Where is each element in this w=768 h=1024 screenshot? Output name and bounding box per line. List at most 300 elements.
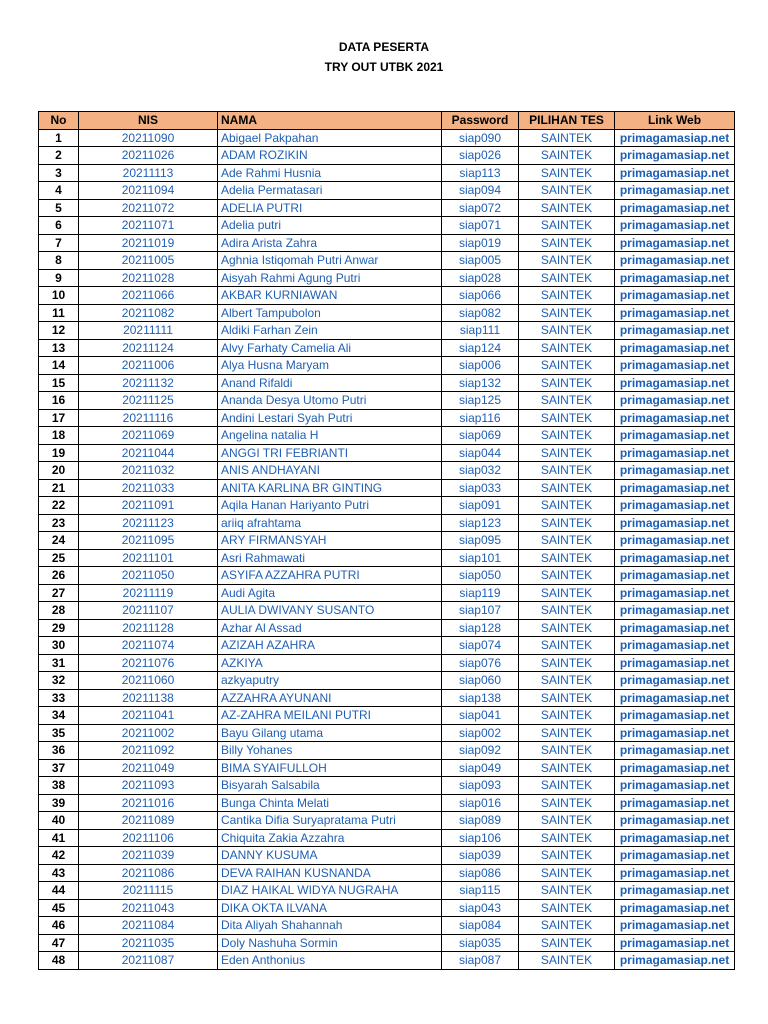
cell-nis: 20211084: [79, 917, 218, 935]
cell-pilihan-tes: SAINTEK: [519, 514, 615, 532]
cell-no: 29: [39, 619, 79, 637]
cell-link-web[interactable]: primagamasiap.net: [615, 339, 735, 357]
table-row: [39, 567, 735, 585]
cell-password: siap069: [442, 427, 519, 445]
cell-link-web[interactable]: primagamasiap.net: [615, 812, 735, 830]
cell-nama: Adelia Permatasari: [218, 182, 442, 200]
cell-nis: 20211087: [79, 952, 218, 970]
cell-nis: 20211002: [79, 724, 218, 742]
cell-pilihan-tes: SAINTEK: [519, 602, 615, 620]
cell-nama: Audi Agita: [218, 584, 442, 602]
cell-nama: Bisyarah Salsabila: [218, 777, 442, 795]
cell-nama: Alvy Farhaty Camelia Ali: [218, 339, 442, 357]
cell-nis: 20211074: [79, 637, 218, 655]
cell-no: 15: [39, 374, 79, 392]
cell-no: 16: [39, 392, 79, 410]
cell-link-web[interactable]: primagamasiap.net: [615, 759, 735, 777]
table-body: [39, 129, 735, 969]
cell-no: 37: [39, 759, 79, 777]
cell-no: 30: [39, 637, 79, 655]
cell-link-web[interactable]: primagamasiap.net: [615, 934, 735, 952]
cell-nama: Aldiki Farhan Zein: [218, 322, 442, 340]
cell-nama: ARY FIRMANSYAH: [218, 532, 442, 550]
cell-password: siap043: [442, 899, 519, 917]
cell-password: siap124: [442, 339, 519, 357]
cell-link-web[interactable]: primagamasiap.net: [615, 899, 735, 917]
cell-link-web[interactable]: primagamasiap.net: [615, 322, 735, 340]
cell-password: siap132: [442, 374, 519, 392]
cell-nama: Alya Husna Maryam: [218, 357, 442, 375]
cell-pilihan-tes: SAINTEK: [519, 479, 615, 497]
page-title: DATA PESERTA: [338, 40, 430, 54]
cell-link-web[interactable]: primagamasiap.net: [615, 217, 735, 235]
cell-pilihan-tes: SAINTEK: [519, 829, 615, 847]
cell-nis: 20211111: [79, 322, 218, 340]
cell-password: siap138: [442, 689, 519, 707]
cell-password: siap095: [442, 532, 519, 550]
cell-password: siap060: [442, 672, 519, 690]
cell-password: siap125: [442, 392, 519, 410]
cell-nis: 20211016: [79, 794, 218, 812]
cell-nama: Doly Nashuha Sormin: [218, 934, 442, 952]
cell-link-web[interactable]: primagamasiap.net: [615, 444, 735, 462]
cell-no: 33: [39, 689, 79, 707]
cell-no: 47: [39, 934, 79, 952]
cell-pilihan-tes: SAINTEK: [519, 759, 615, 777]
cell-pilihan-tes: SAINTEK: [519, 654, 615, 672]
cell-nis: 20211090: [79, 129, 218, 147]
cell-link-web[interactable]: primagamasiap.net: [615, 234, 735, 252]
cell-password: siap071: [442, 217, 519, 235]
cell-nama: DIKA OKTA ILVANA: [218, 899, 442, 917]
cell-no: 32: [39, 672, 79, 690]
cell-nama: Billy Yohanes: [218, 742, 442, 760]
cell-nis: 20211093: [79, 777, 218, 795]
cell-nis: 20211072: [79, 199, 218, 217]
cell-password: siap044: [442, 444, 519, 462]
cell-link-web[interactable]: primagamasiap.net: [615, 427, 735, 445]
cell-nis: 20211028: [79, 269, 218, 287]
cell-pilihan-tes: SAINTEK: [519, 777, 615, 795]
cell-nama: Ananda Desya Utomo Putri: [218, 392, 442, 410]
cell-no: 9: [39, 269, 79, 287]
cell-no: 44: [39, 882, 79, 900]
cell-nama: Cantika Difia Suryapratama Putri: [218, 812, 442, 830]
cell-nama: ADAM ROZIKIN: [218, 147, 442, 165]
cell-link-web[interactable]: primagamasiap.net: [615, 392, 735, 410]
cell-pilihan-tes: SAINTEK: [519, 357, 615, 375]
cell-pilihan-tes: SAINTEK: [519, 637, 615, 655]
cell-nis: 20211138: [79, 689, 218, 707]
cell-nis: 20211113: [79, 164, 218, 182]
cell-link-web[interactable]: primagamasiap.net: [615, 584, 735, 602]
table-row: [39, 339, 735, 357]
cell-no: 45: [39, 899, 79, 917]
table-row: [39, 444, 735, 462]
table-row: [39, 829, 735, 847]
cell-link-web[interactable]: primagamasiap.net: [615, 374, 735, 392]
cell-pilihan-tes: SAINTEK: [519, 584, 615, 602]
cell-no: 38: [39, 777, 79, 795]
cell-password: siap091: [442, 497, 519, 515]
cell-nama: Albert Tampubolon: [218, 304, 442, 322]
cell-link-web[interactable]: primagamasiap.net: [615, 147, 735, 165]
cell-password: siap107: [442, 602, 519, 620]
cell-password: siap019: [442, 234, 519, 252]
cell-nis: 20211044: [79, 444, 218, 462]
table-row: [39, 864, 735, 882]
cell-nama: Andini Lestari Syah Putri: [218, 409, 442, 427]
cell-nama: Azhar Al Assad: [218, 619, 442, 637]
cell-link-web[interactable]: primagamasiap.net: [615, 829, 735, 847]
cell-nama: Ade Rahmi Husnia: [218, 164, 442, 182]
cell-nama: Aghnia Istiqomah Putri Anwar: [218, 252, 442, 270]
cell-nama: DIAZ HAIKAL WIDYA NUGRAHA: [218, 882, 442, 900]
table-row: [39, 882, 735, 900]
cell-link-web[interactable]: primagamasiap.net: [615, 269, 735, 287]
cell-link-web[interactable]: primagamasiap.net: [615, 287, 735, 305]
cell-password: siap116: [442, 409, 519, 427]
table-row: [39, 934, 735, 952]
cell-link-web[interactable]: primagamasiap.net: [615, 357, 735, 375]
cell-password: siap050: [442, 567, 519, 585]
table-row: [39, 182, 735, 200]
cell-link-web[interactable]: primagamasiap.net: [615, 689, 735, 707]
cell-nis: 20211094: [79, 182, 218, 200]
cell-password: siap113: [442, 164, 519, 182]
table-row: [39, 759, 735, 777]
table-row: [39, 602, 735, 620]
cell-password: siap089: [442, 812, 519, 830]
cell-nama: ANGGI TRI FEBRIANTI: [218, 444, 442, 462]
cell-password: siap028: [442, 269, 519, 287]
cell-pilihan-tes: SAINTEK: [519, 847, 615, 865]
table-row: [39, 812, 735, 830]
cell-pilihan-tes: SAINTEK: [519, 269, 615, 287]
cell-link-web[interactable]: primagamasiap.net: [615, 549, 735, 567]
cell-link-web[interactable]: primagamasiap.net: [615, 252, 735, 270]
cell-pilihan-tes: SAINTEK: [519, 374, 615, 392]
cell-password: siap066: [442, 287, 519, 305]
table-row: [39, 147, 735, 165]
table-row: [39, 304, 735, 322]
cell-nis: 20211032: [79, 462, 218, 480]
cell-nama: Anand Rifaldi: [218, 374, 442, 392]
cell-pilihan-tes: SAINTEK: [519, 304, 615, 322]
cell-link-web[interactable]: primagamasiap.net: [615, 479, 735, 497]
page-subtitle: TRY OUT UTBK 2021: [324, 60, 444, 74]
cell-no: 6: [39, 217, 79, 235]
cell-nama: ASYIFA AZZAHRA PUTRI: [218, 567, 442, 585]
cell-password: siap128: [442, 619, 519, 637]
header-link-web: Link Web: [615, 112, 735, 130]
cell-pilihan-tes: SAINTEK: [519, 234, 615, 252]
cell-link-web[interactable]: primagamasiap.net: [615, 882, 735, 900]
cell-link-web[interactable]: primagamasiap.net: [615, 794, 735, 812]
cell-link-web[interactable]: primagamasiap.net: [615, 917, 735, 935]
cell-nis: 20211033: [79, 479, 218, 497]
cell-link-web[interactable]: primagamasiap.net: [615, 619, 735, 637]
cell-pilihan-tes: SAINTEK: [519, 549, 615, 567]
cell-link-web[interactable]: primagamasiap.net: [615, 199, 735, 217]
cell-pilihan-tes: SAINTEK: [519, 392, 615, 410]
cell-no: 7: [39, 234, 79, 252]
table-row: [39, 777, 735, 795]
cell-nis: 20211076: [79, 654, 218, 672]
cell-link-web[interactable]: primagamasiap.net: [615, 952, 735, 970]
cell-pilihan-tes: SAINTEK: [519, 409, 615, 427]
cell-link-web[interactable]: primagamasiap.net: [615, 129, 735, 147]
cell-pilihan-tes: SAINTEK: [519, 567, 615, 585]
cell-pilihan-tes: SAINTEK: [519, 864, 615, 882]
cell-password: siap087: [442, 952, 519, 970]
table-header-row: [39, 112, 735, 130]
cell-nis: 20211026: [79, 147, 218, 165]
cell-nama: Abigael Pakpahan: [218, 129, 442, 147]
cell-link-web[interactable]: primagamasiap.net: [615, 567, 735, 585]
table-row: [39, 514, 735, 532]
cell-no: 21: [39, 479, 79, 497]
cell-password: siap084: [442, 917, 519, 935]
cell-nis: 20211043: [79, 899, 218, 917]
table-row: [39, 287, 735, 305]
cell-pilihan-tes: SAINTEK: [519, 147, 615, 165]
table-row: [39, 847, 735, 865]
cell-no: 25: [39, 549, 79, 567]
cell-nis: 20211132: [79, 374, 218, 392]
cell-nama: DEVA RAIHAN KUSNANDA: [218, 864, 442, 882]
cell-no: 11: [39, 304, 79, 322]
cell-pilihan-tes: SAINTEK: [519, 724, 615, 742]
table-row: [39, 374, 735, 392]
cell-nama: azkyaputry: [218, 672, 442, 690]
cell-no: 1: [39, 129, 79, 147]
cell-password: siap093: [442, 777, 519, 795]
cell-nama: ANITA KARLINA BR GINTING: [218, 479, 442, 497]
cell-pilihan-tes: SAINTEK: [519, 882, 615, 900]
cell-nama: Dita Aliyah Shahannah: [218, 917, 442, 935]
table-row: [39, 322, 735, 340]
cell-nis: 20211124: [79, 339, 218, 357]
cell-nis: 20211119: [79, 584, 218, 602]
header-pilihan-tes: PILIHAN TES: [519, 112, 615, 130]
table-row: [39, 129, 735, 147]
cell-nis: 20211019: [79, 234, 218, 252]
cell-nis: 20211049: [79, 759, 218, 777]
cell-pilihan-tes: SAINTEK: [519, 199, 615, 217]
cell-pilihan-tes: SAINTEK: [519, 339, 615, 357]
cell-nama: ariiq afrahtama: [218, 514, 442, 532]
cell-password: siap101: [442, 549, 519, 567]
table-row: [39, 164, 735, 182]
cell-nama: Eden Anthonius: [218, 952, 442, 970]
cell-pilihan-tes: SAINTEK: [519, 182, 615, 200]
cell-password: siap090: [442, 129, 519, 147]
cell-no: 12: [39, 322, 79, 340]
cell-no: 14: [39, 357, 79, 375]
table-row: [39, 462, 735, 480]
cell-password: siap026: [442, 147, 519, 165]
cell-no: 17: [39, 409, 79, 427]
cell-pilihan-tes: SAINTEK: [519, 952, 615, 970]
cell-nis: 20211095: [79, 532, 218, 550]
cell-link-web[interactable]: primagamasiap.net: [615, 462, 735, 480]
cell-password: siap005: [442, 252, 519, 270]
cell-nis: 20211101: [79, 549, 218, 567]
cell-pilihan-tes: SAINTEK: [519, 129, 615, 147]
cell-link-web[interactable]: primagamasiap.net: [615, 847, 735, 865]
cell-password: siap082: [442, 304, 519, 322]
cell-link-web[interactable]: primagamasiap.net: [615, 602, 735, 620]
cell-no: 5: [39, 199, 79, 217]
cell-nama: Aqila Hanan Hariyanto Putri: [218, 497, 442, 515]
table-row: [39, 917, 735, 935]
cell-pilihan-tes: SAINTEK: [519, 742, 615, 760]
cell-no: 36: [39, 742, 79, 760]
cell-nama: AKBAR KURNIAWAN: [218, 287, 442, 305]
cell-nama: DANNY KUSUMA: [218, 847, 442, 865]
cell-nis: 20211041: [79, 707, 218, 725]
header-password: Password: [442, 112, 519, 130]
cell-no: 20: [39, 462, 79, 480]
table-row: [39, 672, 735, 690]
cell-nis: 20211128: [79, 619, 218, 637]
cell-link-web[interactable]: primagamasiap.net: [615, 304, 735, 322]
cell-no: 2: [39, 147, 79, 165]
cell-link-web[interactable]: primagamasiap.net: [615, 742, 735, 760]
table-row: [39, 637, 735, 655]
cell-password: siap041: [442, 707, 519, 725]
cell-nama: Asri Rahmawati: [218, 549, 442, 567]
table-row: [39, 742, 735, 760]
cell-link-web[interactable]: primagamasiap.net: [615, 532, 735, 550]
cell-nis: 20211086: [79, 864, 218, 882]
table-row: [39, 952, 735, 970]
cell-no: 22: [39, 497, 79, 515]
cell-pilihan-tes: SAINTEK: [519, 462, 615, 480]
cell-nama: AZZAHRA AYUNANI: [218, 689, 442, 707]
cell-nis: 20211071: [79, 217, 218, 235]
cell-nama: AZIZAH AZAHRA: [218, 637, 442, 655]
cell-password: siap035: [442, 934, 519, 952]
cell-nama: Adelia putri: [218, 217, 442, 235]
cell-nama: Aisyah Rahmi Agung Putri: [218, 269, 442, 287]
table-row: [39, 899, 735, 917]
cell-link-web[interactable]: primagamasiap.net: [615, 182, 735, 200]
cell-nama: AULIA DWIVANY SUSANTO: [218, 602, 442, 620]
cell-nama: BIMA SYAIFULLOH: [218, 759, 442, 777]
cell-nama: ADELIA PUTRI: [218, 199, 442, 217]
cell-no: 41: [39, 829, 79, 847]
cell-no: 18: [39, 427, 79, 445]
header-nis: NIS: [79, 112, 218, 130]
cell-password: siap016: [442, 794, 519, 812]
cell-pilihan-tes: SAINTEK: [519, 794, 615, 812]
cell-no: 42: [39, 847, 79, 865]
cell-link-web[interactable]: primagamasiap.net: [615, 864, 735, 882]
table-row: [39, 199, 735, 217]
cell-no: 8: [39, 252, 79, 270]
cell-nis: 20211006: [79, 357, 218, 375]
cell-password: siap074: [442, 637, 519, 655]
cell-nis: 20211091: [79, 497, 218, 515]
cell-no: 46: [39, 917, 79, 935]
table-row: [39, 479, 735, 497]
table-row: [39, 724, 735, 742]
cell-no: 27: [39, 584, 79, 602]
cell-password: siap123: [442, 514, 519, 532]
cell-pilihan-tes: SAINTEK: [519, 427, 615, 445]
cell-pilihan-tes: SAINTEK: [519, 812, 615, 830]
cell-link-web[interactable]: primagamasiap.net: [615, 514, 735, 532]
cell-pilihan-tes: SAINTEK: [519, 444, 615, 462]
cell-link-web[interactable]: primagamasiap.net: [615, 707, 735, 725]
cell-link-web[interactable]: primagamasiap.net: [615, 164, 735, 182]
cell-no: 39: [39, 794, 79, 812]
table-row: [39, 584, 735, 602]
cell-password: siap072: [442, 199, 519, 217]
participants-table: [38, 111, 735, 970]
cell-password: siap092: [442, 742, 519, 760]
cell-pilihan-tes: SAINTEK: [519, 899, 615, 917]
cell-link-web[interactable]: primagamasiap.net: [615, 637, 735, 655]
table-row: [39, 549, 735, 567]
table-row: [39, 654, 735, 672]
table-row: [39, 234, 735, 252]
cell-no: 24: [39, 532, 79, 550]
cell-password: siap049: [442, 759, 519, 777]
cell-link-web[interactable]: primagamasiap.net: [615, 497, 735, 515]
table-row: [39, 497, 735, 515]
table-row: [39, 392, 735, 410]
cell-no: 23: [39, 514, 79, 532]
cell-link-web[interactable]: primagamasiap.net: [615, 409, 735, 427]
cell-link-web[interactable]: primagamasiap.net: [615, 777, 735, 795]
cell-nis: 20211069: [79, 427, 218, 445]
cell-no: 4: [39, 182, 79, 200]
cell-password: siap119: [442, 584, 519, 602]
table-row: [39, 427, 735, 445]
cell-no: 35: [39, 724, 79, 742]
table-row: [39, 357, 735, 375]
cell-nis: 20211066: [79, 287, 218, 305]
cell-password: siap033: [442, 479, 519, 497]
cell-nis: 20211050: [79, 567, 218, 585]
cell-password: siap076: [442, 654, 519, 672]
cell-no: 31: [39, 654, 79, 672]
header-no: No: [39, 112, 79, 130]
table-row: [39, 689, 735, 707]
cell-password: siap086: [442, 864, 519, 882]
cell-pilihan-tes: SAINTEK: [519, 217, 615, 235]
cell-password: siap115: [442, 882, 519, 900]
cell-pilihan-tes: SAINTEK: [519, 917, 615, 935]
cell-password: siap006: [442, 357, 519, 375]
cell-pilihan-tes: SAINTEK: [519, 532, 615, 550]
table-row: [39, 619, 735, 637]
cell-link-web[interactable]: primagamasiap.net: [615, 654, 735, 672]
cell-nis: 20211035: [79, 934, 218, 952]
cell-link-web[interactable]: primagamasiap.net: [615, 724, 735, 742]
table-row: [39, 269, 735, 287]
cell-no: 28: [39, 602, 79, 620]
cell-no: 3: [39, 164, 79, 182]
cell-nama: Angelina natalia H: [218, 427, 442, 445]
cell-nis: 20211123: [79, 514, 218, 532]
cell-link-web[interactable]: primagamasiap.net: [615, 672, 735, 690]
cell-no: 19: [39, 444, 79, 462]
cell-pilihan-tes: SAINTEK: [519, 287, 615, 305]
